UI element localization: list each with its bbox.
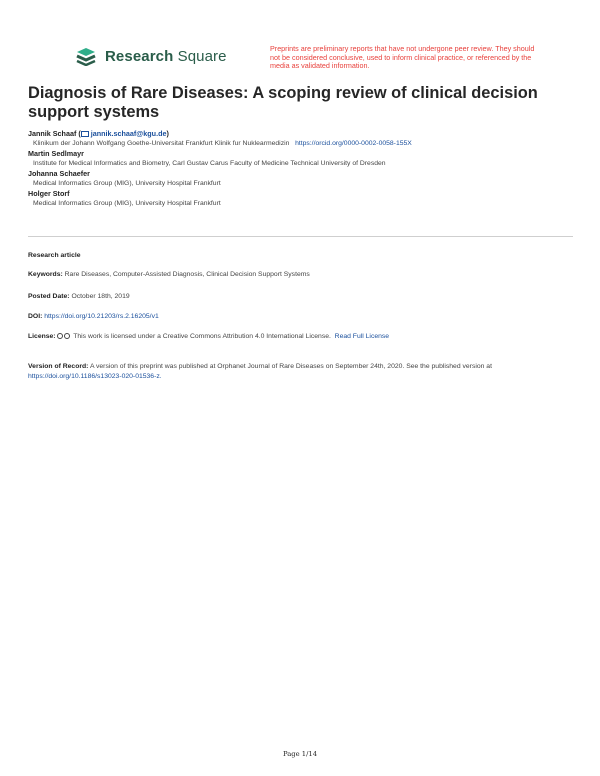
license-row (28, 332, 576, 342)
published-version-link[interactable]: https://doi.org/10.1186/s13023-020-01536-z. (28, 373, 162, 380)
license-text: This work is licensed under a Creative Commons Attribution 4.0 International License. (73, 333, 331, 340)
author-email-wrap: ( jannik.schaaf@kgu.de) (78, 129, 169, 138)
author-affiliation: Medical Informatics Group (MIG), University Hospital Frankfurt (33, 180, 221, 187)
author-affiliation: Klinikum der Johann Wolfgang Goethe-Universitat Frankfurt Klinik fur Nuklearmedizin https://orcid.org/0000-0002-0058-155X (33, 140, 412, 147)
version-of-record-text: A version of this preprint was published at Orphanet Journal of Rare Diseases on September 24th, 2020. See the published version at (89, 363, 492, 370)
doi-row (28, 312, 576, 322)
keywords-value: Rare Diseases, Computer-Assisted Diagnosis, Clinical Decision Support Systems (64, 271, 310, 278)
paper-title: Diagnosis of Rare Diseases: A scoping review of clinical decision support systems (28, 84, 538, 121)
author-entry (28, 129, 578, 139)
posted-date-label: Posted Date: (28, 293, 70, 300)
attribution-icon (64, 333, 70, 339)
author-affiliation: Medical Informatics Group (MIG), University Hospital Frankfurt (33, 200, 221, 207)
author-name: Johanna Schaefer (28, 169, 90, 178)
research-square-logo[interactable] (75, 46, 227, 66)
brand-name: Research Square (105, 47, 227, 65)
section-divider (28, 236, 573, 237)
article-type: Research article (28, 252, 81, 259)
page-number: Page 1/14 (282, 750, 318, 758)
author-list (28, 129, 578, 209)
license-label: License: (28, 333, 56, 340)
version-of-record (28, 362, 576, 382)
author-email-link[interactable]: jannik.schaaf@kgu.de (90, 129, 167, 138)
version-of-record-label: Version of Record: (28, 363, 89, 370)
doi-link[interactable]: https://doi.org/10.21203/rs.2.16205/v1 (44, 313, 159, 320)
creative-commons-icon (57, 333, 63, 339)
posted-date-value: October 18th, 2019 (71, 293, 130, 300)
keywords-label: Keywords: (28, 271, 63, 278)
author-affiliation: Institute for Medical Informatics and Biometry, Carl Gustav Carus Faculty of Medicine Technical University of Dresden (33, 160, 386, 167)
orcid-link[interactable]: https://orcid.org/0000-0002-0058-155X (295, 140, 412, 147)
read-full-license-link[interactable]: Read Full License (334, 333, 390, 340)
doi-label: DOI: (28, 313, 43, 320)
keywords-row (28, 270, 576, 280)
mail-icon (81, 131, 89, 137)
posted-date-row (28, 292, 576, 302)
author-name: Holger Storf (28, 189, 70, 198)
author-name: Jannik Schaaf (28, 129, 77, 138)
author-name: Martin Sedlmayr (28, 149, 84, 158)
preprint-disclaimer: Preprints are preliminary reports that have not undergone peer review. They should not be considered conclusive, used to inform clinical practice, or referenced by the media as validated information. (270, 44, 535, 71)
research-square-logo-icon (75, 46, 99, 66)
